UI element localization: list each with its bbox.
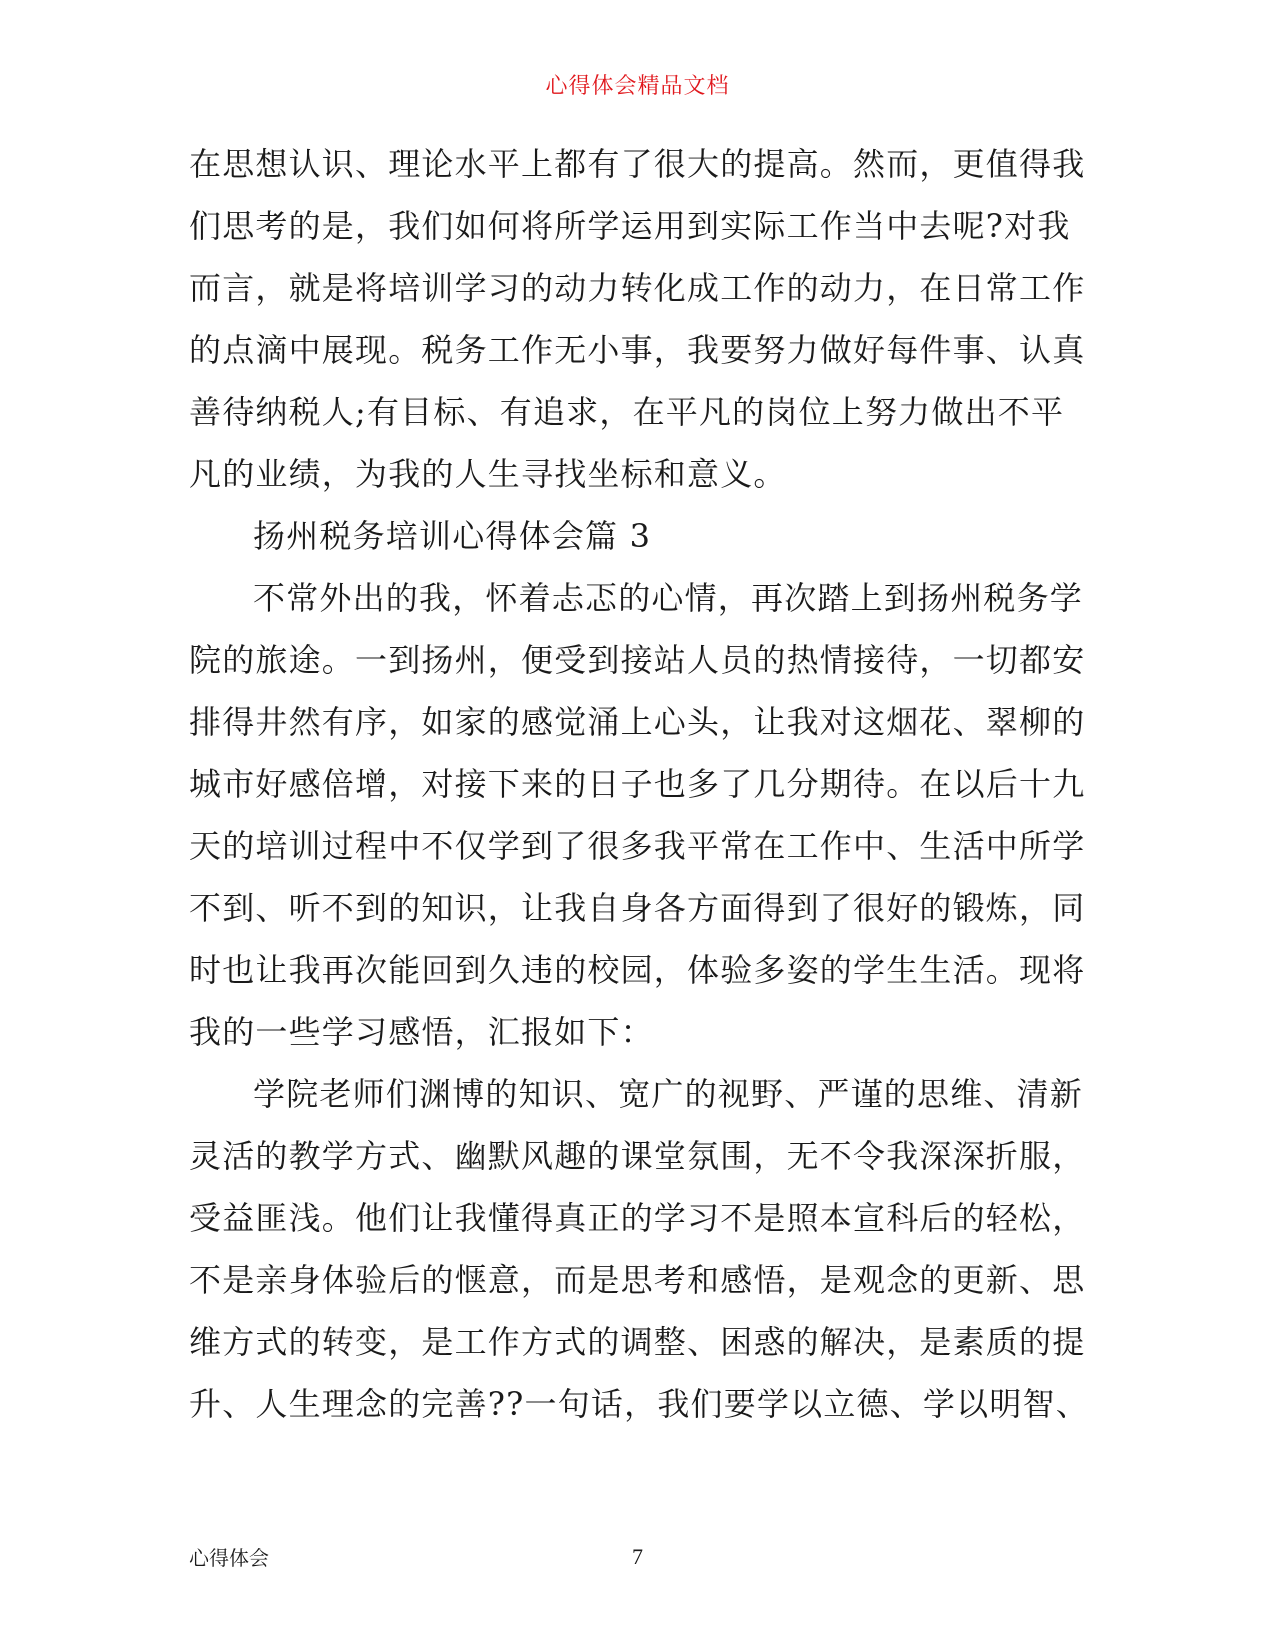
body-line: 升、人生理念的完善??一句话，我们要学以立德、学以明智、 [189, 1385, 1089, 1423]
body-line: 不常外出的我，怀着忐忑的心情，再次踏上到扬州税务学 [253, 579, 1084, 617]
body-line: 在思想认识、理论水平上都有了很大的提高。然而，更值得我 [189, 145, 1086, 183]
body-line: 城市好感倍增，对接下来的日子也多了几分期待。在以后十九 [189, 765, 1086, 803]
body-line: 而言，就是将培训学习的动力转化成工作的动力，在日常工作 [189, 269, 1086, 307]
body-line: 善待纳税人;有目标、有追求，在平凡的岗位上努力做出不平 [189, 393, 1065, 431]
body-line: 学院老师们渊博的知识、宽广的视野、严谨的思维、清新 [253, 1075, 1084, 1113]
body-line: 不到、听不到的知识，让我自身各方面得到了很好的锻炼，同 [189, 889, 1086, 927]
section-heading: 扬州税务培训心得体会篇 3 [253, 517, 652, 555]
body-line: 们思考的是，我们如何将所学运用到实际工作当中去呢?对我 [189, 207, 1071, 245]
body-line: 排得井然有序，如家的感觉涌上心头，让我对这烟花、翠柳的 [189, 703, 1086, 741]
body-line: 灵活的教学方式、幽默风趣的课堂氛围，无不令我深深折服， [189, 1137, 1086, 1175]
body-line: 不是亲身体验后的惬意，而是思考和感悟，是观念的更新、思 [189, 1261, 1086, 1299]
body-line: 受益匪浅。他们让我懂得真正的学习不是照本宣科后的轻松， [189, 1199, 1086, 1237]
page-number: 7 [632, 1544, 643, 1569]
body-line: 时也让我再次能回到久违的校园，体验多姿的学生生活。现将 [189, 951, 1086, 989]
body-line: 维方式的转变，是工作方式的调整、困惑的解决，是素质的提 [189, 1323, 1086, 1361]
footer-label: 心得体会 [189, 1546, 269, 1570]
body-line: 院的旅途。一到扬州，便受到接站人员的热情接待，一切都安 [189, 641, 1086, 679]
body-line: 凡的业绩，为我的人生寻找坐标和意义。 [189, 455, 787, 493]
body-line: 我的一些学习感悟，汇报如下： [189, 1013, 654, 1051]
page-header-title: 心得体会精品文档 [545, 74, 730, 99]
body-line: 天的培训过程中不仅学到了很多我平常在工作中、生活中所学 [189, 827, 1086, 865]
body-line: 的点滴中展现。税务工作无小事，我要努力做好每件事、认真 [189, 331, 1086, 369]
